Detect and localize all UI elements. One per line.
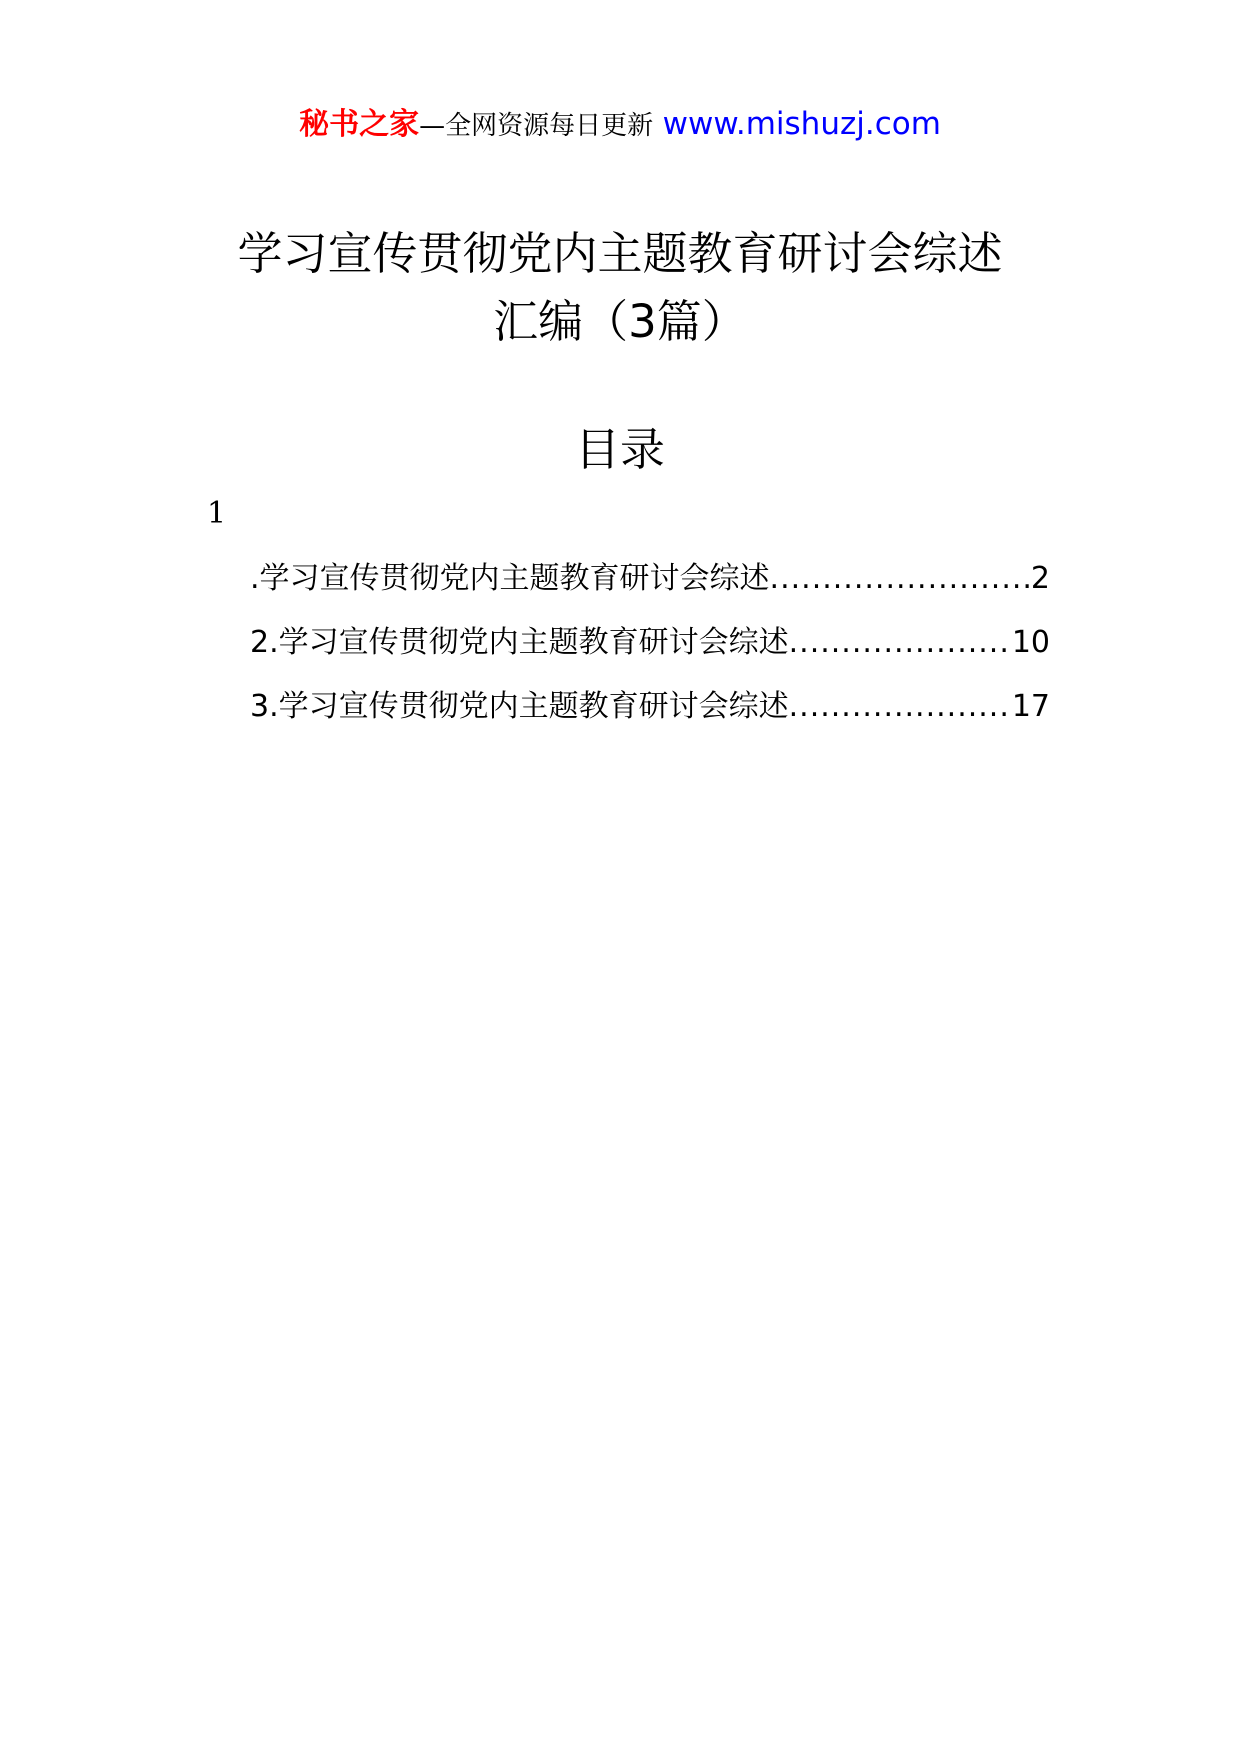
toc-entry-1[interactable]	[250, 554, 1050, 618]
site-url-link[interactable]: www.mishuzj.com	[662, 106, 941, 142]
toc-entry-page: 10	[1011, 625, 1050, 660]
toc-entry-label: .学习宣传贯彻党内主题教育研讨会综述	[250, 561, 770, 596]
document-title-line-1: 学习宣传贯彻党内主题教育研讨会综述	[237, 227, 1003, 280]
toc-dot-leader	[770, 554, 1031, 604]
toc-entry-label: 3.学习宣传贯彻党内主题教育研讨会综述	[250, 689, 789, 724]
toc-heading: 目录	[574, 423, 665, 476]
toc-entry-page: 2	[1030, 561, 1050, 596]
toc-dot-leader	[789, 682, 1012, 732]
toc-dot-leader	[789, 618, 1012, 668]
toc-entry-label: 2.学习宣传贯彻党内主题教育研讨会综述	[250, 625, 789, 660]
document-title-line-2: 汇编（3篇）	[493, 295, 747, 348]
site-banner	[0, 100, 1240, 150]
site-brand: 秘书之家	[299, 107, 420, 142]
document-title	[0, 220, 1240, 356]
toc-stray-number: 1	[207, 496, 227, 531]
site-tagline: —全网资源每日更新	[419, 111, 654, 141]
toc-entry-2[interactable]	[250, 618, 1050, 682]
toc-list	[250, 554, 1050, 746]
toc-entry-3[interactable]	[250, 682, 1050, 746]
toc-entry-page: 17	[1011, 689, 1050, 724]
